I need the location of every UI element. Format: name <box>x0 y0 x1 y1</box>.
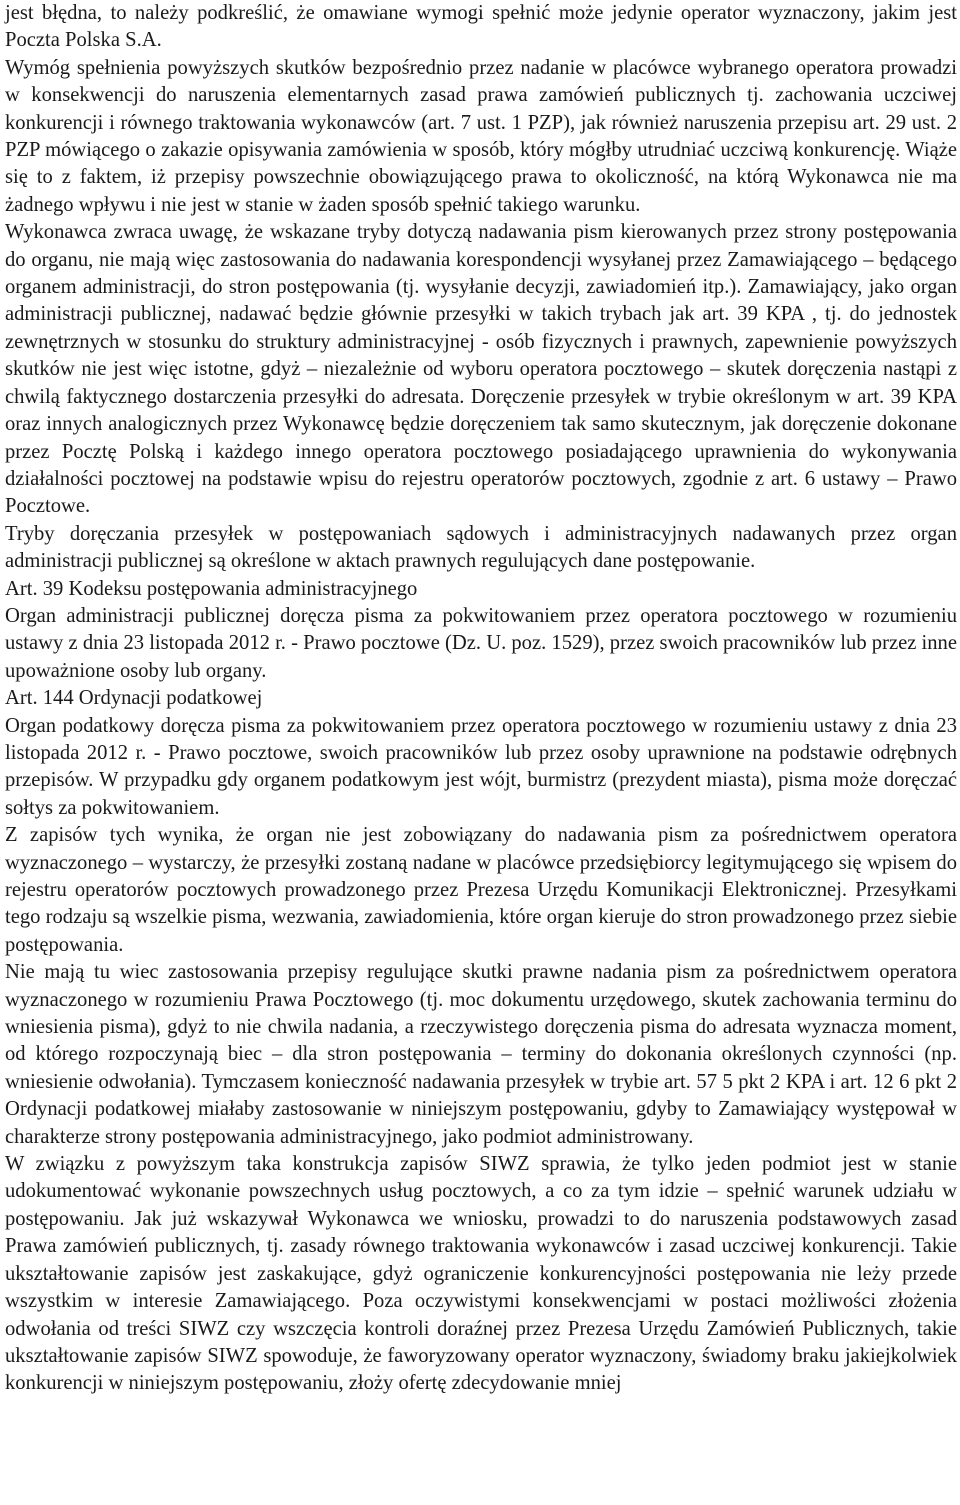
paragraph-2: Wymóg spełnienia powyższych skutków bezpośrednio przez nadanie w placówce wybranego operatora prowadzi w konsekwencji do naruszenia elementarnych zasad prawa zamówień publicznych tj. zachowania uczciwej konkurencji i równego traktowania wykonawców (art. 7 ust. 1 PZP), jak również naruszenia przepisu art. 29 ust. 2 PZP mówiącego o zakazie opisywania zamówienia w sposób, który mógłby utrudniać uczciwą konkurencję. Wiąże się to z faktem, iż przepisy powszechnie obowiązującego prawa to okoliczność, na którą Wykonawca nie ma żadnego wpływu i nie jest w stanie w żaden sposób spełnić takiego warunku. <box>5 56 957 216</box>
article-heading-kpa: Art. 39 Kodeksu postępowania administracyjnego <box>5 577 418 600</box>
paragraph-6: Organ administracji publicznej doręcza pisma za pokwitowaniem przez operatora pocztowego w rozumieniu ustawy z dnia 23 listopada 2012 r. - Prawo pocztowe (Dz. U. poz. 1529), przez swoich pracowników lub przez inne upoważnione osoby lub organy. <box>5 604 957 682</box>
paragraph-4: Tryby doręczania przesyłek w postępowaniach sądowych i administracyjnych nadawanych przez organ administracji publicznej są określone w aktach prawnych regulujących dane postępowanie. <box>5 522 957 573</box>
paragraph-8: Organ podatkowy doręcza pisma za pokwitowaniem przez operatora pocztowego w rozumieniu ustawy z dnia 23 listopada 2012 r. - Prawo pocztowe, swoich pracowników lub przez osoby uprawnione na podstawie odrębnych przepisów. W przypadku gdy organem podatkowym jest wójt, burmistrz (prezydent miasta), pisma może doręczać sołtys za pokwitowaniem. <box>5 714 957 819</box>
paragraph-1: jest błędna, to należy podkreślić, że omawiane wymogi spełnić może jedynie operator wyznaczony, jakim jest Poczta Polska S.A. <box>5 2 957 52</box>
paragraph-11: W związku z powyższym taka konstrukcja zapisów SIWZ sprawia, że tylko jeden podmiot jest w stanie udokumentować wykonanie powszechnych usług pocztowych, a co za tym idzie – spełnić warunek udziału w postępowaniu. Jak już wskazywał Wykonawca we wniosku, prowadzi to do naruszenia podstawowych zasad Prawa zamówień publicznych, tj. zasady równego traktowania wykonawców i zasad uczciwej konkurencji. Takie ukształtowanie zapisów jest zaskakujące, gdyż ograniczenie konkurencyjności postępowania nie leży przede wszystkim w interesie Zamawiającego. Poza oczywistymi konsekwencjami w postaci możliwości złożenia odwołania od treści SIWZ czy wszczęcia kontroli doraźnej przez Prezesa Urzędu Zamówień Publicznych, takie ukształtowanie zapisów SIWZ spowoduje, że faworyzowany operator wyznaczony, świadomy braku jakiejkolwiek konkurencji w niniejszym postępowaniu, złoży ofertę zdecydowanie mniej <box>5 1153 957 1395</box>
article-heading-ordynacja: Art. 144 Ordynacji podatkowej <box>5 687 263 710</box>
paragraph-3: Wykonawca zwraca uwagę, że wskazane tryby dotyczą nadawania pism kierowanych przez strony postępowania do organu, nie mają więc zastosowania do nadawania korespondencji wysyłanej przez Zamawiającego – będącego organem administracji, do stron postępowania (tj. wysyłanie decyzji, zawiadomień itp.). Zamawiający, jako organ administracji publicznej, nadawać będzie głównie przesyłki w takich trybach jak art. 39 KPA , tj. do jednostek zewnętrznych w stosunku do struktury administracyjnej - osób fizycznych i prawnych, zapewnienie powyższych skutków nie jest więc istotne, gdyż – niezależnie od wyboru operatora pocztowego – skutek doręczenia nastąpi z chwilą faktycznego dostarczenia przesyłki do adresata. Doręczenie przesyłek w trybie określonym w art. 39 KPA oraz innych analogicznych przez Wykonawcę będzie doręczeniem tak samo skutecznym, jak doręczenie dokonane przez Pocztę Polską i każdego innego operatora pocztowego posiadającego uprawnienia do wykonywania działalności pocztowej na podstawie wpisu do rejestru operatorów pocztowych, zgodnie z art. 6 ustawy – Prawo Pocztowe. <box>5 221 957 518</box>
paragraph-9: Z zapisów tych wynika, że organ nie jest zobowiązany do nadawania pism za pośrednictwem operatora wyznaczonego – wystarczy, że przesyłki zostaną nadane w placówce przedsiębiorcy legitymującego się wpisem do rejestru operatorów pocztowych prowadzonego przez Prezesa Urzędu Komunikacji Elektronicznej. Przesyłkami tego rodzaju są wszelkie pisma, wezwania, zawiadomienia, które organ kieruje do stron prowadzonego przez siebie postępowania. <box>5 824 957 956</box>
paragraph-10: Nie mają tu wiec zastosowania przepisy regulujące skutki prawne nadania pism za pośrednictwem operatora wyznaczonego w rozumieniu Prawa Pocztowego (tj. moc dokumentu urzędowego, skutek zachowania terminu do wniesienia pisma), gdyż to nie chwila nadania, a rzeczywistego doręczenia pisma do adresata wyznacza moment, od którego rozpoczynają biec – dla stron postępowania – terminy do dokonania określonych czynności (np. wniesienie odwołania). Tymczasem konieczność nadawania przesyłek w trybie art. 57 5 pkt 2 KPA i art. 12 6 pkt 2 Ordynacji podatkowej miałaby zastosowanie w niniejszym postępowaniu, gdyby to Zamawiający występował w charakterze strony postępowania administracyjnego, jako podmiot administrowany. <box>5 961 957 1148</box>
document-page <box>5 0 957 1398</box>
